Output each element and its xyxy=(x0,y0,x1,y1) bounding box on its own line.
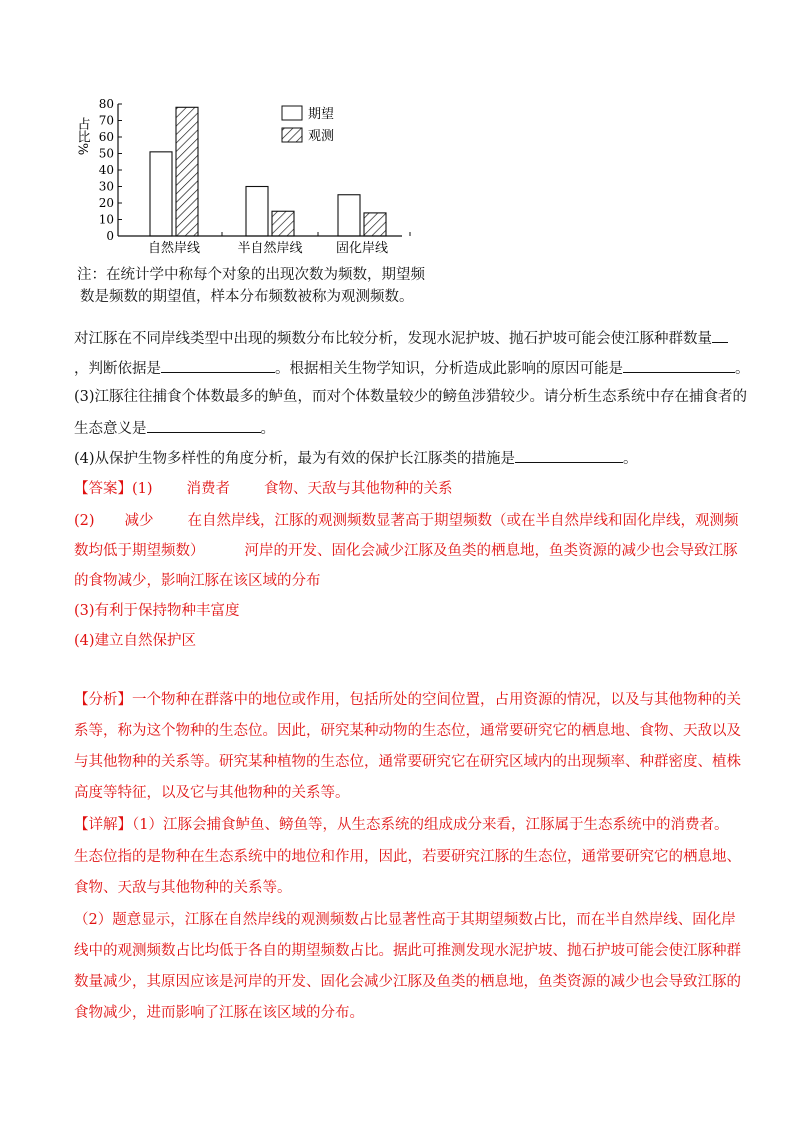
bars xyxy=(150,107,386,236)
bar-chart xyxy=(70,96,430,266)
answer-blank[interactable] xyxy=(147,417,261,433)
y-tick-label: 40 xyxy=(98,163,114,177)
answer-line-6: (4)建立自然保护区 xyxy=(74,633,197,649)
answer-line-3: 数均低于期望频数） 河岸的开发、固化会减少江豚及鱼类的栖息地，鱼类资源的减少也会导致江豚 xyxy=(74,543,738,559)
detail-line-3: 食物、天敌与其他物种的关系等。 xyxy=(74,880,292,896)
y-tick-label: 60 xyxy=(98,130,114,144)
y-tick-label: 70 xyxy=(98,113,114,128)
question-2-line-2: ，判断依据是 。根据相关生物学知识，分析造成此影响的原因可能是 。 xyxy=(74,357,750,379)
y-tick-label: 30 xyxy=(98,179,114,194)
answer-blank[interactable] xyxy=(515,447,623,463)
answer-tag: 【答案】 xyxy=(74,481,132,497)
answer-line-2: (2) 减少 在自然岸线，江豚的观测频数显著高于期望频数（或在半自然岸线和固化岸线，观测频 xyxy=(74,513,739,529)
chart-note xyxy=(77,264,425,308)
y-tick-label: 20 xyxy=(98,196,114,210)
y-axis-label: 占比% xyxy=(74,116,90,156)
answer-line-5: (3)有利于保持物种丰富度 xyxy=(74,603,240,619)
answer-blank[interactable] xyxy=(161,357,275,373)
answer-blank[interactable] xyxy=(712,327,728,343)
chart-note-line-2: 数是频数的期望值，样本分布频数被称为观测频数。 xyxy=(80,289,414,305)
legend xyxy=(282,106,334,144)
x-axis xyxy=(118,232,410,256)
analysis-line-1: 【分析】一个物种在群落中的地位或作用，包括所处的空间位置，占用资源的情况，以及与其他物种的关 xyxy=(74,692,741,708)
detail-line-2: 生态位指的是物种在生态系统中的地位和作用，因此，若要研究江豚的生态位，通常要研究它的栖息地、 xyxy=(74,849,741,865)
bar-observed xyxy=(176,107,198,236)
detail-line-1: 【详解】（1）江豚会捕食鲈鱼、鳑鱼等，从生态系统的组成成分来看，江豚属于生态系统中的消费者。 xyxy=(74,817,729,833)
x-tick-label: 固化岸线 xyxy=(335,241,389,256)
analysis-line-4: 高度等特征，以及它与其他物种的关系等。 xyxy=(74,785,350,801)
legend-label-expected: 期望 xyxy=(308,107,335,122)
question-3-line-2: 生态意义是 。 xyxy=(74,417,275,439)
detail-line-5: 线中的观测频数占比均低于各自的期望频数占比。据此可推测发现水泥护坡、抛石护坡可能会使江豚种群 xyxy=(74,943,741,959)
y-tick-label: 80 xyxy=(98,97,114,111)
question-4-line: (4)从保护生物多样性的角度分析，最为有效的保护长江豚类的措施是 。 xyxy=(74,447,638,469)
detail-line-6: 数量减少，其原因应该是河岸的开发、固化会减少江豚及鱼类的栖息地，鱼类资源的减少也会导致江豚的 xyxy=(74,974,741,990)
y-axis xyxy=(99,97,122,243)
legend-swatch-observed xyxy=(282,128,302,142)
bar-observed xyxy=(272,211,294,236)
y-tick-label: 50 xyxy=(98,146,114,161)
analysis-line-2: 系等，称为这个物种的生态位。因此，研究某种动物的生态位，通常要研究它的栖息地、食物、天敌以及 xyxy=(74,723,741,739)
legend-swatch-expected xyxy=(282,106,302,120)
analysis-line-3: 与其他物种的关系等。研究某种植物的生态位，通常要研究它在研究区域内的出现频率、种群密度、植株 xyxy=(74,754,741,770)
bar-expected xyxy=(246,187,268,237)
answer-line-1: 【答案】(1) 消费者 食物、天敌与其他物种的关系 xyxy=(74,481,453,497)
y-tick-label: 0 xyxy=(106,229,114,243)
bar-expected xyxy=(338,195,360,236)
chart-note-line-1: 注：在统计学中称每个对象的出现次数为频数，期望频 xyxy=(77,267,425,283)
bar-expected xyxy=(150,152,172,236)
question-3-line-1: (3)江豚往往捕食个体数最多的鲈鱼，而对个体数量较少的鳑鱼涉猎较少。请分析生态系统中存在捕食者的 xyxy=(74,389,748,405)
detail-line-4: （2）题意显示，江豚在自然岸线的观测频数占比显著性高于其期望频数占比，而在半自然岸线、固化岸 xyxy=(74,912,736,928)
x-tick-label: 自然岸线 xyxy=(147,241,201,256)
detail-line-7: 食物减少，进而影响了江豚在该区域的分布。 xyxy=(74,1005,364,1021)
legend-label-observed: 观测 xyxy=(308,129,335,144)
answer-line-4: 的食物减少，影响江豚在该区域的分布 xyxy=(74,573,321,589)
question-2-line-1: 对江豚在不同岸线类型中出现的频数分布比较分析，发现水泥护坡、抛石护坡可能会使江豚种群数量 xyxy=(74,327,728,349)
x-tick-label: 半自然岸线 xyxy=(237,241,303,256)
bar-observed xyxy=(364,213,386,236)
answer-blank[interactable] xyxy=(623,357,735,373)
y-tick-label: 10 xyxy=(98,212,114,227)
